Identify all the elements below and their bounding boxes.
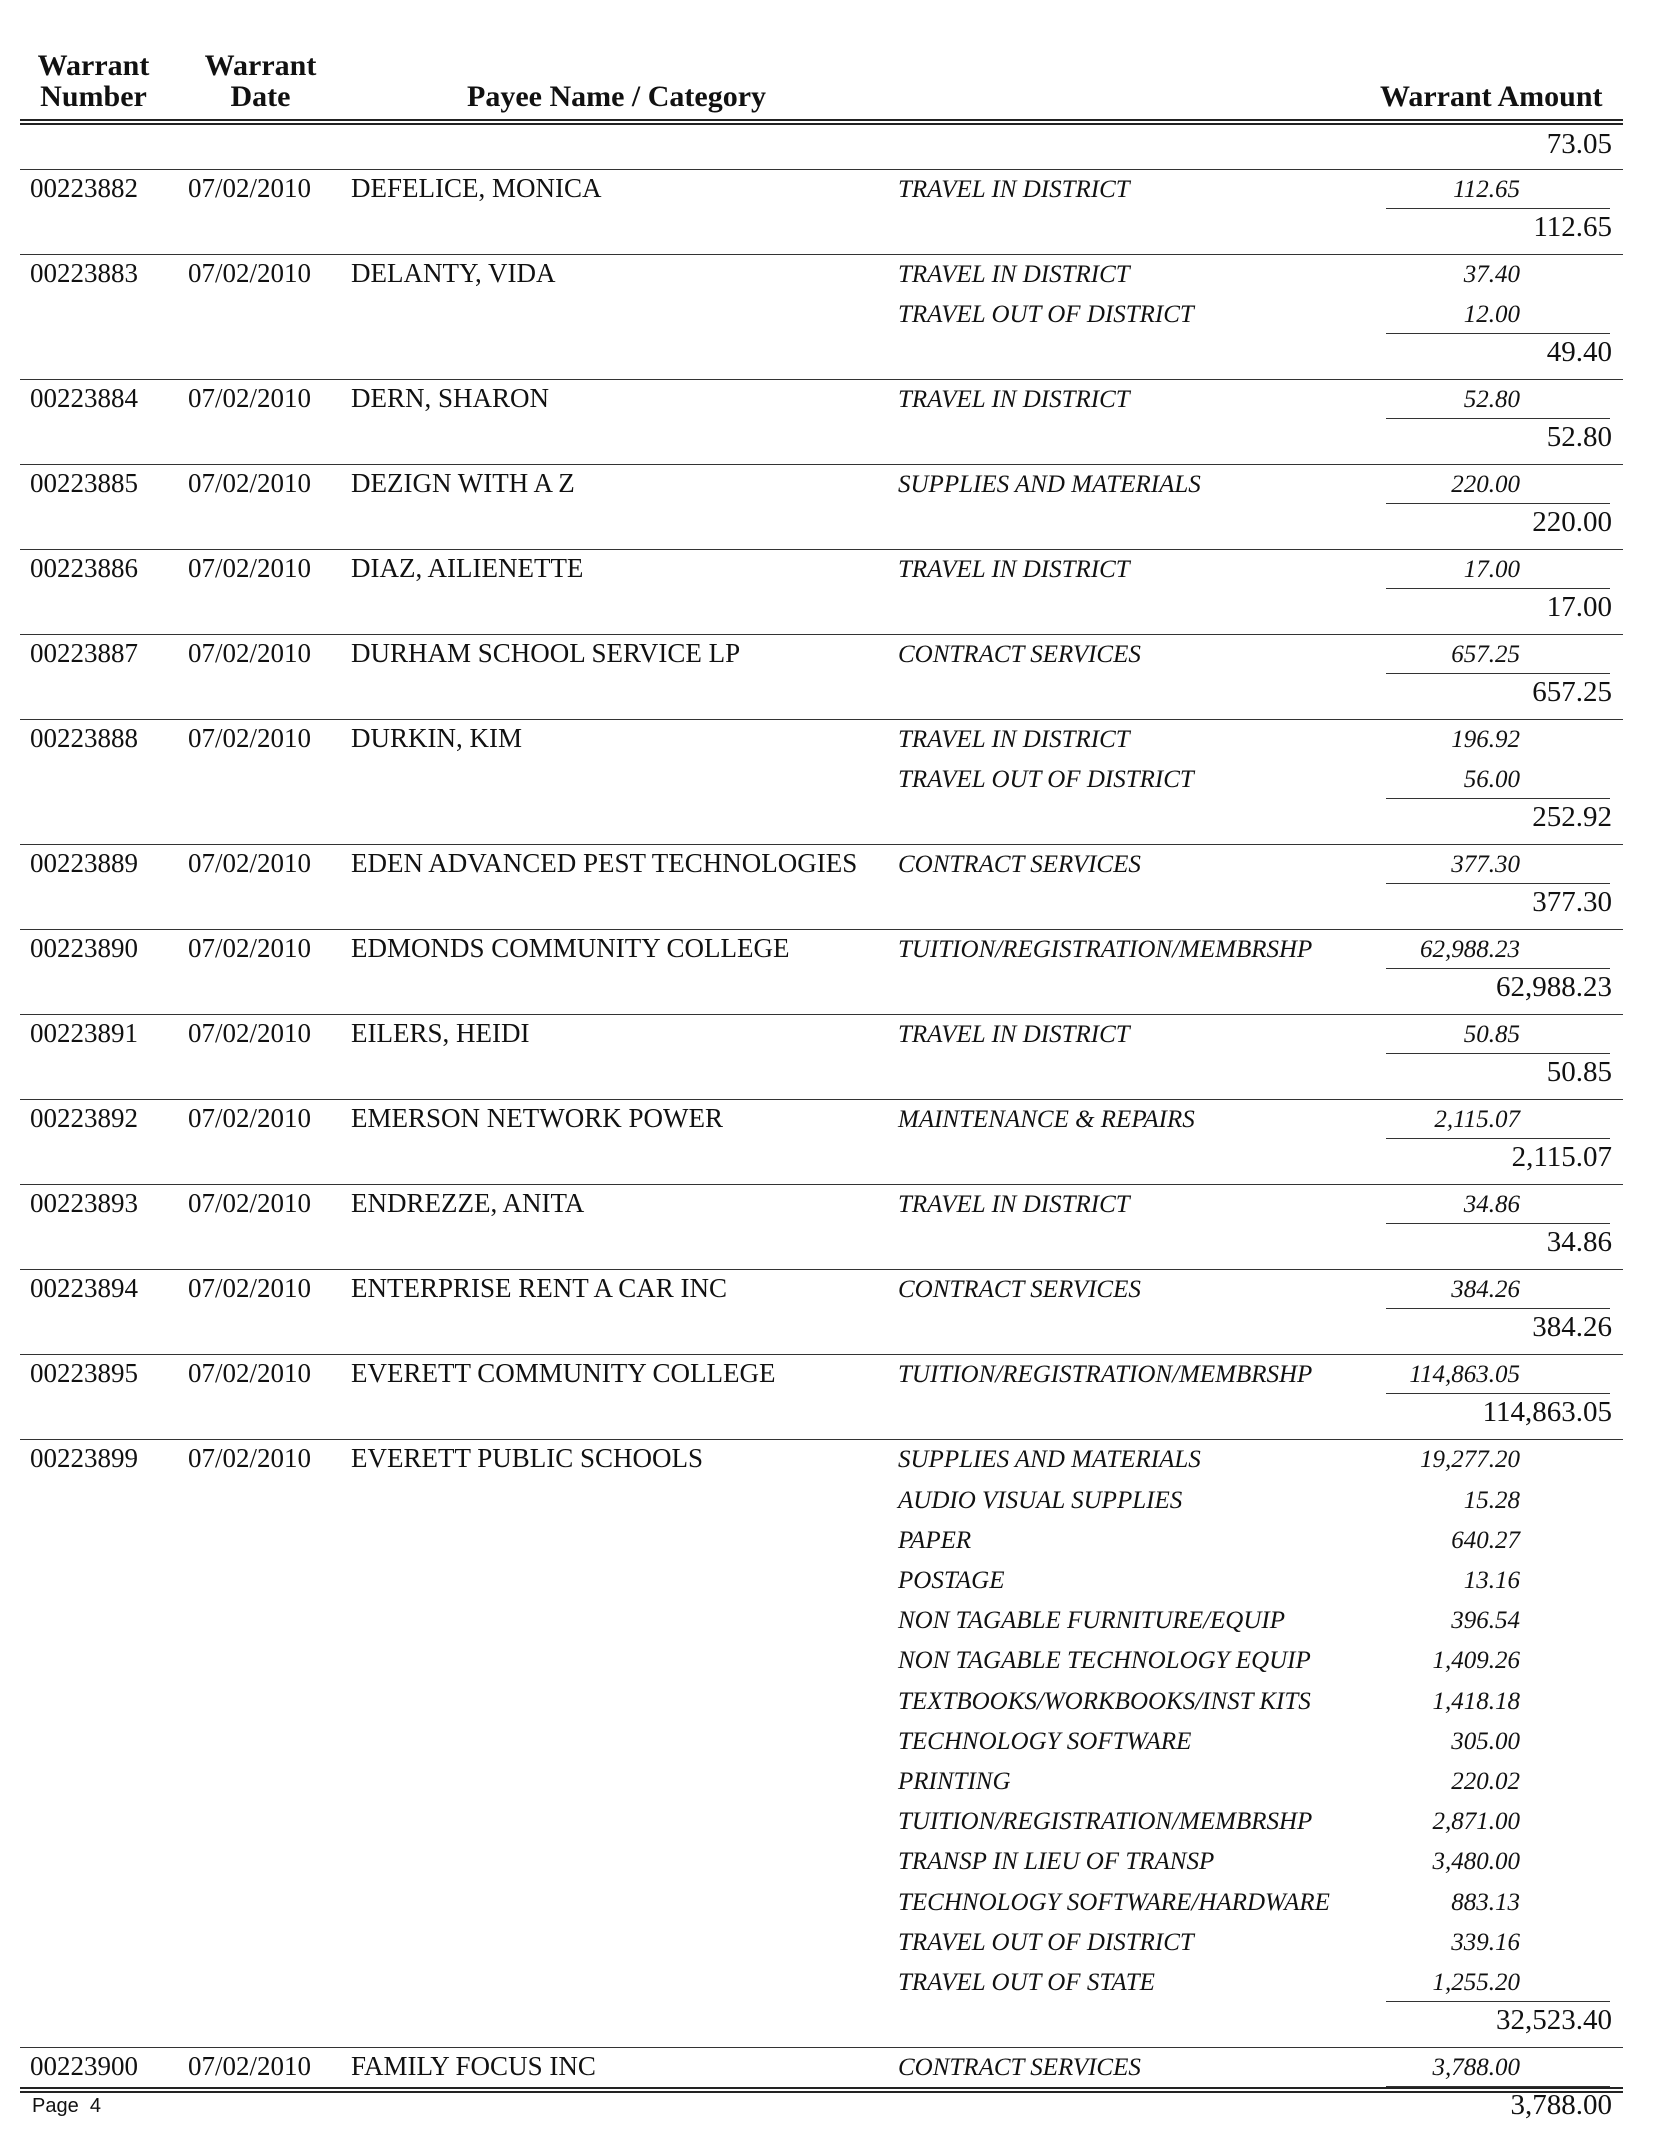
amount-subtotal-rule [1386,673,1610,674]
line-category: TRAVEL IN DISTRICT [898,386,1130,414]
line-amount: 384.26 [1451,1276,1520,1304]
payee-name: DEZIGN WITH A Z [351,468,575,499]
row-separator [20,1184,1623,1185]
row-separator [20,254,1623,255]
warrant-total: 49.40 [1546,336,1612,369]
line-category: TRAVEL IN DISTRICT [898,176,1130,203]
warrant-date: 07/02/2010 [188,258,312,288]
warrant-total: 17.00 [1546,591,1612,624]
line-category: TRAVEL IN DISTRICT [898,556,1130,584]
header-payee-category: Payee Name / Category [467,80,767,113]
payee-name: DURHAM SCHOOL SERVICE LP [351,638,741,669]
amount-subtotal-rule [1386,208,1610,209]
header-warrant-date: Warrant Date [204,49,317,113]
warrant-number: 00223895 [30,1358,138,1389]
line-amount: 15.28 [1463,1486,1520,1514]
warrant-date: 07/02/2010 [188,2051,312,2081]
line-amount: 114,863.05 [1409,1361,1520,1389]
line-category: CONTRACT SERVICES [898,2054,1141,2081]
amount-subtotal-rule [1386,1138,1610,1139]
line-category: TUITION/REGISTRATION/MEMBRSHP [898,936,1313,964]
amount-subtotal-rule [1386,1053,1610,1054]
warrant-total: 112.65 [1533,211,1612,243]
row-separator [20,634,1623,635]
line-amount: 52.80 [1463,386,1520,414]
carryover-total: 73.05 [1546,128,1612,160]
warrant-number: 00223889 [30,848,138,879]
line-category: CONTRACT SERVICES [898,851,1141,879]
payee-name: EMERSON NETWORK POWER [351,1103,723,1134]
line-amount: 1,409.26 [1432,1647,1520,1675]
warrant-total: 2,115.07 [1511,1141,1612,1174]
payee-name: ENDREZZE, ANITA [351,1188,585,1219]
warrant-total: 32,523.40 [1496,2004,1612,2036]
line-amount: 220.00 [1451,471,1520,499]
warrant-total: 62,988.23 [1496,971,1612,1004]
row-separator [20,844,1623,845]
warrant-number: 00223886 [30,553,138,584]
line-amount: 56.00 [1463,766,1520,794]
row-separator [20,549,1623,550]
payee-name: DERN, SHARON [351,383,550,414]
line-amount: 3,480.00 [1432,1848,1520,1876]
payee-name: EDMONDS COMMUNITY COLLEGE [351,933,790,964]
footer-divider [20,2087,1623,2093]
warrant-number: 00223882 [30,173,138,203]
line-category: TECHNOLOGY SOFTWARE [898,1727,1192,1755]
line-category: AUDIO VISUAL SUPPLIES [898,1486,1183,1514]
warrant-date: 07/02/2010 [188,638,312,669]
warrant-total: 377.30 [1532,886,1612,919]
line-category: TUITION/REGISTRATION/MEMBRSHP [898,1808,1313,1836]
payee-name: EILERS, HEIDI [351,1018,530,1049]
row-separator [20,464,1623,465]
payee-name: FAMILY FOCUS INC [351,2051,596,2081]
amount-subtotal-rule [1386,2001,1610,2002]
header-warrant-amount: Warrant Amount [1380,80,1603,113]
amount-subtotal-rule [1386,1393,1610,1394]
line-amount: 220.02 [1451,1768,1520,1795]
header-warrant-number: Warrant Number [37,49,150,113]
warrant-date: 07/02/2010 [188,1273,312,1304]
line-amount: 640.27 [1451,1526,1520,1554]
line-category: TRAVEL IN DISTRICT [898,1021,1130,1049]
line-category: PAPER [898,1526,972,1554]
line-amount: 377.30 [1451,851,1520,879]
line-category: NON TAGABLE TECHNOLOGY EQUIP [898,1647,1311,1675]
warrant-total: 50.85 [1546,1056,1612,1089]
warrant-date: 07/02/2010 [188,1018,312,1049]
amount-subtotal-rule [1386,588,1610,589]
line-category: TECHNOLOGY SOFTWARE/HARDWARE [898,1888,1330,1916]
payee-name: DIAZ, AILIENETTE [351,553,584,584]
warrant-total: 384.26 [1532,1311,1612,1344]
amount-subtotal-rule [1386,1223,1610,1224]
line-amount: 1,418.18 [1432,1687,1520,1715]
warrant-number: 00223892 [30,1103,138,1134]
line-amount: 339.16 [1451,1928,1520,1956]
warrant-number: 00223884 [30,383,138,414]
warrant-total: 114,863.05 [1482,1396,1612,1429]
warrant-date: 07/02/2010 [188,1358,312,1389]
amount-subtotal-rule [1386,1308,1610,1309]
warrant-total: 52.80 [1546,421,1612,454]
line-category: PRINTING [898,1768,1011,1795]
warrant-date: 07/02/2010 [188,1188,312,1219]
line-category: SUPPLIES AND MATERIALS [898,1446,1201,1474]
line-category: TRAVEL IN DISTRICT [898,261,1130,288]
line-amount: 3,788.00 [1432,2054,1520,2081]
line-amount: 50.85 [1463,1021,1520,1049]
row-separator [20,1439,1623,1440]
row-separator [20,929,1623,930]
line-amount: 305.00 [1451,1727,1520,1755]
warrant-total: 252.92 [1532,801,1612,834]
payee-name: EDEN ADVANCED PEST TECHNOLOGIES [351,848,858,879]
warrant-number: 00223883 [30,258,138,288]
warrant-number: 00223885 [30,468,138,499]
row-separator [20,379,1623,380]
warrant-number: 00223900 [30,2051,138,2081]
warrant-number: 00223891 [30,1018,138,1049]
warrant-total: 34.86 [1546,1226,1612,1259]
row-separator [20,1099,1623,1100]
amount-subtotal-rule [1386,798,1610,799]
line-category: CONTRACT SERVICES [898,1276,1141,1304]
warrant-number: 00223894 [30,1273,138,1304]
warrant-total: 3,788.00 [1510,2089,1612,2121]
warrant-number: 00223893 [30,1188,138,1219]
line-category: TRAVEL IN DISTRICT [898,1191,1130,1219]
line-amount: 17.00 [1463,556,1520,584]
line-amount: 112.65 [1453,176,1520,203]
page-number: Page 4 [32,2095,101,2117]
line-category: TRAVEL OUT OF DISTRICT [898,766,1194,794]
row-separator [20,1354,1623,1355]
warrant-date: 07/02/2010 [188,1443,312,1474]
line-amount: 883.13 [1451,1888,1520,1916]
warrant-total: 220.00 [1532,506,1612,539]
warrant-date: 07/02/2010 [188,723,312,754]
row-separator [20,169,1623,170]
line-amount: 657.25 [1451,641,1520,669]
line-amount: 34.86 [1463,1191,1520,1219]
line-amount: 2,115.07 [1434,1106,1520,1134]
line-category: TEXTBOOKS/WORKBOOKS/INST KITS [898,1687,1311,1715]
amount-subtotal-rule [1386,503,1610,504]
line-amount: 396.54 [1451,1607,1520,1635]
payee-name: EVERETT COMMUNITY COLLEGE [351,1358,776,1389]
amount-subtotal-rule [1386,418,1610,419]
line-category: TRANSP IN LIEU OF TRANSP [898,1848,1215,1876]
header-divider [20,119,1623,125]
line-category: TRAVEL OUT OF DISTRICT [898,1928,1194,1956]
payee-name: ENTERPRISE RENT A CAR INC [351,1273,728,1304]
line-category: POSTAGE [898,1567,1005,1594]
line-category: SUPPLIES AND MATERIALS [898,471,1201,499]
line-category: TRAVEL IN DISTRICT [898,726,1130,754]
warrant-date: 07/02/2010 [188,933,312,964]
line-category: NON TAGABLE FURNITURE/EQUIP [898,1607,1286,1635]
row-separator [20,1269,1623,1270]
row-separator [20,1014,1623,1015]
line-amount: 196.92 [1451,726,1520,754]
line-category: CONTRACT SERVICES [898,641,1141,669]
warrant-date: 07/02/2010 [188,553,312,584]
row-separator [20,2047,1623,2048]
line-category: TUITION/REGISTRATION/MEMBRSHP [898,1361,1313,1389]
line-category: TRAVEL OUT OF DISTRICT [898,301,1194,329]
payee-name: DEFELICE, MONICA [351,173,602,203]
line-amount: 2,871.00 [1432,1808,1520,1836]
payee-name: EVERETT PUBLIC SCHOOLS [351,1443,704,1474]
line-category: MAINTENANCE & REPAIRS [898,1106,1195,1134]
line-amount: 13.16 [1463,1567,1520,1594]
line-amount: 1,255.20 [1432,1969,1520,1996]
row-separator [20,719,1623,720]
warrant-number: 00223890 [30,933,138,964]
warrant-date: 07/02/2010 [188,848,312,879]
amount-subtotal-rule [1386,883,1610,884]
line-amount: 19,277.20 [1420,1446,1520,1474]
warrant-number: 00223899 [30,1443,138,1474]
amount-subtotal-rule [1386,333,1610,334]
warrant-number: 00223888 [30,723,138,754]
warrant-date: 07/02/2010 [188,468,312,499]
warrant-number: 00223887 [30,638,138,669]
warrant-date: 07/02/2010 [188,1103,312,1134]
line-amount: 12.00 [1463,301,1520,329]
payee-name: DELANTY, VIDA [351,258,556,288]
payee-name: DURKIN, KIM [351,723,522,754]
amount-subtotal-rule [1386,968,1610,969]
warrant-total: 657.25 [1532,676,1612,709]
line-category: TRAVEL OUT OF STATE [898,1969,1155,1996]
line-amount: 62,988.23 [1420,936,1520,964]
warrant-date: 07/02/2010 [188,173,312,203]
line-amount: 37.40 [1463,261,1520,288]
warrant-date: 07/02/2010 [188,383,312,414]
